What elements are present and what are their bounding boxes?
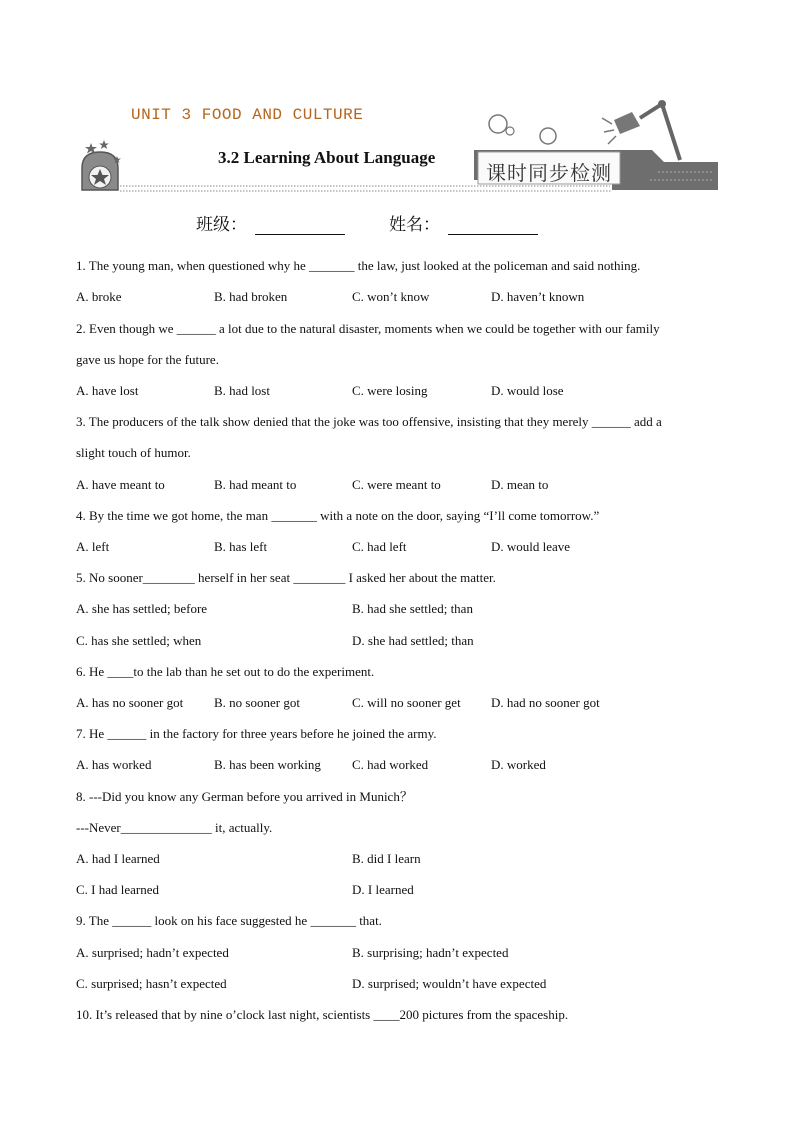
option-a[interactable]: A. surprised; hadn’t expected [76,945,229,960]
option-d[interactable]: D. haven’t known [491,289,585,304]
option-b[interactable]: B. did I learn [352,851,421,866]
option-a[interactable]: A. had I learned [76,851,160,866]
option-b[interactable]: B. has been working [214,757,321,772]
question-9: 9. The ______ look on his face suggested he _______ that. [76,913,382,928]
question-7: 7. He ______ in the factory for three years before he joined the army. [76,726,437,741]
brand-label: 课时同步检测 [486,161,612,185]
student-info-row [196,210,582,235]
option-a[interactable]: A. has worked [76,757,152,772]
option-d[interactable]: D. had no sooner got [491,695,600,710]
option-c[interactable]: C. had worked [352,757,429,772]
option-c[interactable]: C. won’t know [352,289,430,304]
option-a[interactable]: A. have meant to [76,477,165,492]
option-b[interactable]: B. no sooner got [214,695,300,710]
class-label: 班级： [196,215,247,235]
option-d[interactable]: D. she had settled; than [352,633,474,648]
option-a[interactable]: A. left [76,539,110,554]
option-b[interactable]: B. surprising; hadn’t expected [352,945,509,960]
star-badge-icon [82,140,121,190]
class-blank[interactable] [255,218,345,235]
option-b[interactable]: B. had lost [214,383,270,398]
option-a[interactable]: A. have lost [76,383,139,398]
header-decoration [0,0,794,200]
option-c[interactable]: C. I had learned [76,882,160,897]
option-d[interactable]: D. would leave [491,539,571,554]
question-1: 1. The young man, when questioned why he _______ the law, just looked at the policeman and said nothing. [76,258,641,273]
question-4: 4. By the time we got home, the man _______ with a note on the door, saying “I’ll come tomorrow.” [76,508,600,523]
option-d[interactable]: D. I learned [352,882,414,897]
question-2-cont: gave us hope for the future. [76,352,219,367]
question-3: 3. The producers of the talk show denied that the joke was too offensive, insisting that they merely ______ add a [76,414,662,429]
option-d[interactable]: D. mean to [491,477,549,492]
option-b[interactable]: B. had meant to [214,477,297,492]
option-c[interactable]: C. will no sooner get [352,695,461,710]
page-header [0,0,794,200]
question-8: 8. ---Did you know any German before you arrived in Munich？ [76,789,413,804]
option-a[interactable]: A. has no sooner got [76,695,184,710]
option-d[interactable]: D. surprised; wouldn’t have expected [352,976,547,991]
unit-title: UNIT 3 FOOD AND CULTURE [131,106,364,124]
option-d[interactable]: D. would lose [491,383,564,398]
option-d[interactable]: D. worked [491,757,546,772]
name-blank[interactable] [448,218,538,235]
question-3-cont: slight touch of humor. [76,445,191,460]
option-b[interactable]: B. had she settled; than [352,601,473,616]
option-a[interactable]: A. broke [76,289,122,304]
option-b[interactable]: B. has left [214,539,268,554]
question-10: 10. It’s released that by nine o’clock last night, scientists ____200 pictures from the spaceship. [76,1007,569,1022]
question-6: 6. He ____to the lab than he set out to do the experiment. [76,664,375,679]
option-c[interactable]: C. were meant to [352,477,441,492]
question-5: 5. No sooner________ herself in her seat ________ I asked her about the matter. [76,570,496,585]
option-c[interactable]: C. has she settled; when [76,633,202,648]
name-label: 姓名： [389,215,440,235]
question-8-cont: ---Never______________ it, actually. [76,820,273,835]
question-2: 2. Even though we ______ a lot due to the natural disaster, moments when we could be together with our family [76,321,660,336]
option-c[interactable]: C. had left [352,539,407,554]
lesson-title: 3.2 Learning About Language [218,148,436,167]
option-c[interactable]: C. surprised; hasn’t expected [76,976,227,991]
option-a[interactable]: A. she has settled; before [76,601,208,616]
option-c[interactable]: C. were losing [352,383,428,398]
option-b[interactable]: B. had broken [214,289,288,304]
